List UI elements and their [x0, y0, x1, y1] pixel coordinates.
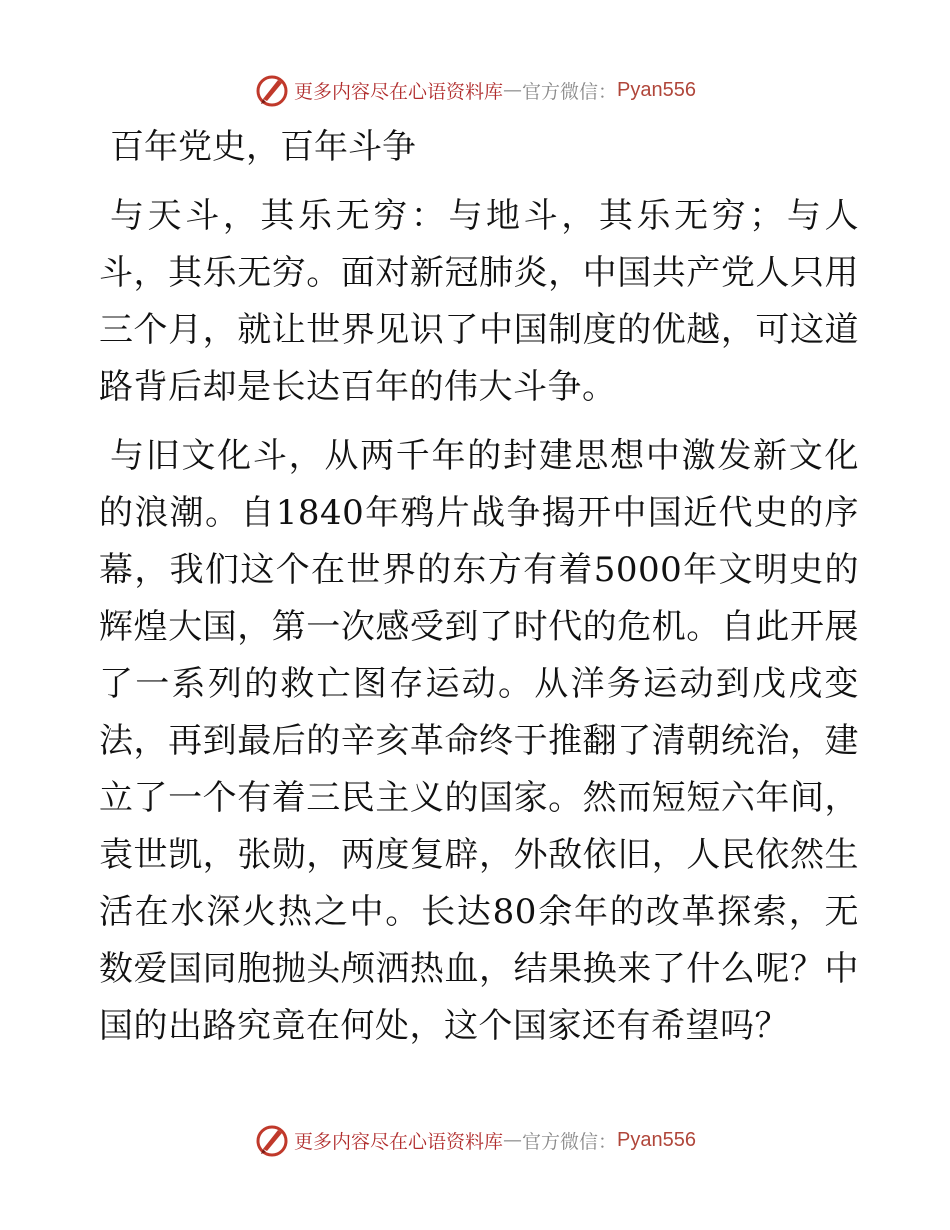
- document-body: [99, 122, 859, 1067]
- pen-logo-icon: [254, 1122, 290, 1158]
- paragraph-2: 与旧文化斗，从两千年的封建思想中激发新文化的浪潮。自1840年鸦片战争揭开中国近代史的序幕，我们这个在世界的东方有着5000年文明史的辉煌大国，第一次感受到了时代的危机。自此开展了一系列的救亡图存运动。从洋务运动到戊戌变法，再到最后的辛亥革命终于推翻了清朝统治，建立了一个有着三民主义的国家。然而短短六年间，袁世凯，张勋，两度复辟，外敌依旧，人民依然生活在水深火热之中。长达80余年的改革探索，无数爱国同胞抛头颅洒热血，结果换来了什么呢？中国的出路究竟在何处，这个国家还有希望吗？: [99, 436, 859, 1046]
- banner-dash: —: [503, 1129, 523, 1151]
- banner-secondary-text: 官方微信：: [522, 1130, 618, 1153]
- banner-wechat-id: Pyan556: [617, 1128, 696, 1151]
- banner-main-text: 更多内容尽在心语资料库: [294, 1130, 504, 1153]
- paragraph-1: 与天斗，其乐无穷：与地斗，其乐无穷；与人斗，其乐无穷。面对新冠肺炎，中国共产党人只用三个月，就让世界见识了中国制度的优越，可这道路背后却是长达百年的伟大斗争。: [99, 196, 859, 407]
- banner-secondary-text: 官方微信：: [522, 80, 618, 103]
- banner-wechat-id: Pyan556: [617, 78, 696, 101]
- header-watermark-banner: [0, 70, 950, 110]
- footer-watermark-banner: [0, 1120, 950, 1160]
- document-title: 百年党史，百年斗争: [110, 127, 416, 167]
- banner-main-text: 更多内容尽在心语资料库: [294, 80, 504, 103]
- banner-dash: —: [503, 79, 523, 101]
- pen-logo-icon: [254, 72, 290, 108]
